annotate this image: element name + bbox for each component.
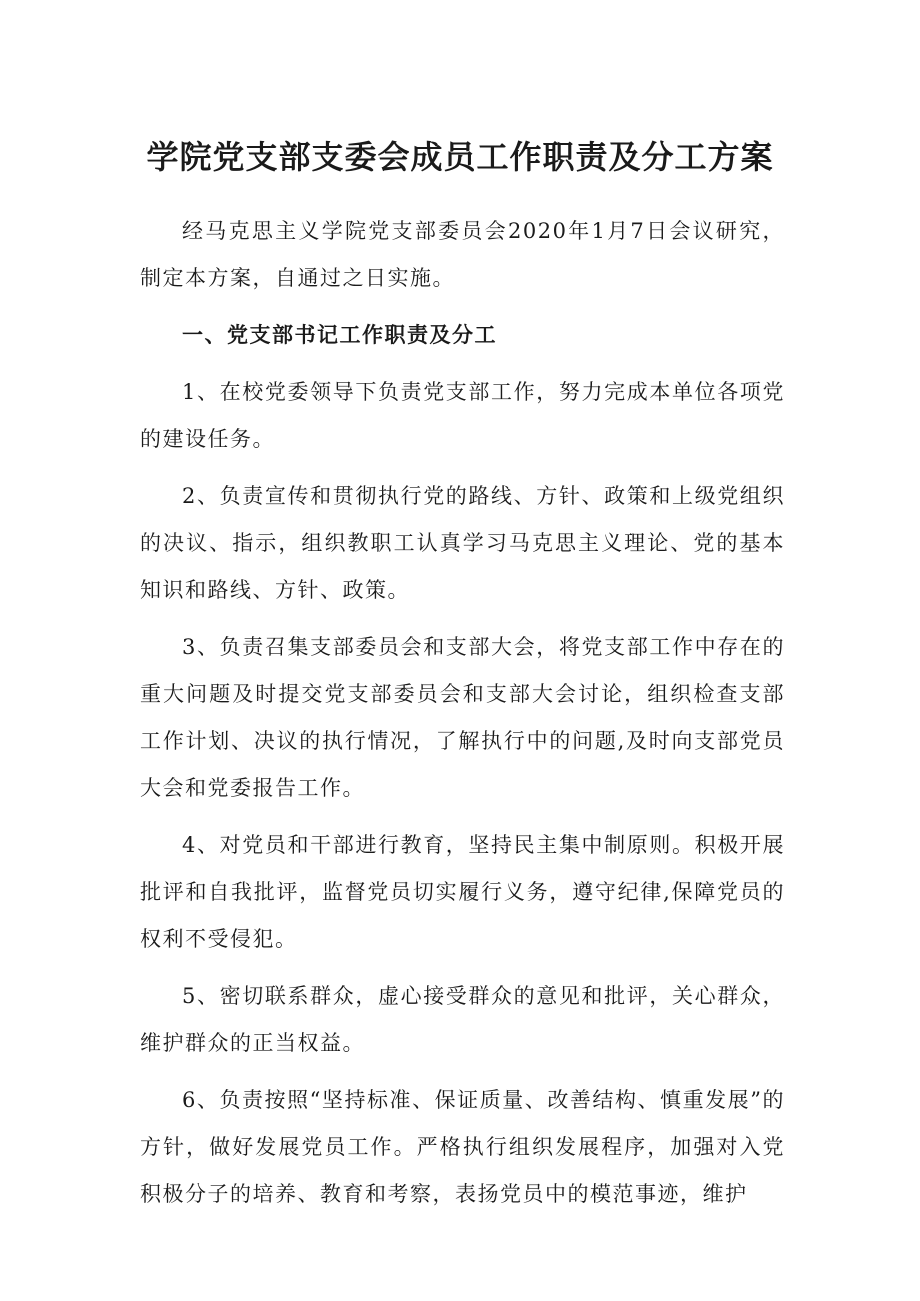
duty-item-4: 4、对党员和干部进行教育，坚持民主集中制原则。积极开展批评和自我批评，监督党员切实履行义务，遵守纪律,保障党员的权利不受侵犯。 (140, 833, 785, 951)
document-title: 学院党支部支委会成员工作职责及分工方案 (146, 138, 774, 176)
duty-item-1: 1、在校党委领导下负责党支部工作，努力完成本单位各项党的建设任务。 (140, 380, 785, 451)
section-heading-secretary: 一、党支部书记工作职责及分工 (182, 323, 497, 347)
intro-paragraph: 经马克思主义学院党支部委员会2020年1月7日会议研究，制定本方案，自通过之日实施。 (140, 219, 785, 290)
duty-item-5: 5、密切联系群众，虚心接受群众的意见和批评，关心群众，维护群众的正当权益。 (140, 984, 785, 1055)
duty-item-2: 2、负责宣传和贯彻执行党的路线、方针、政策和上级党组织的决议、指示，组织教职工认真学习马克思主义理论、党的基本知识和路线、方针、政策。 (140, 484, 785, 602)
document-body (140, 208, 785, 1228)
duty-item-3: 3、负责召集支部委员会和支部大会，将党支部工作中存在的重大问题及时提交党支部委员会和支部大会讨论，组织检查支部工作计划、决议的执行情况，了解执行中的问题,及时向支部党员大会和党委报告工作。 (140, 635, 785, 800)
duty-item-6: 6、负责按照“坚持标准、保证质量、改善结构、慎重发展”的方针，做好发展党员工作。严格执行组织发展程序，加强对入党积极分子的培养、教育和考察，表扬党员中的模范事迹，维护 (140, 1088, 785, 1206)
